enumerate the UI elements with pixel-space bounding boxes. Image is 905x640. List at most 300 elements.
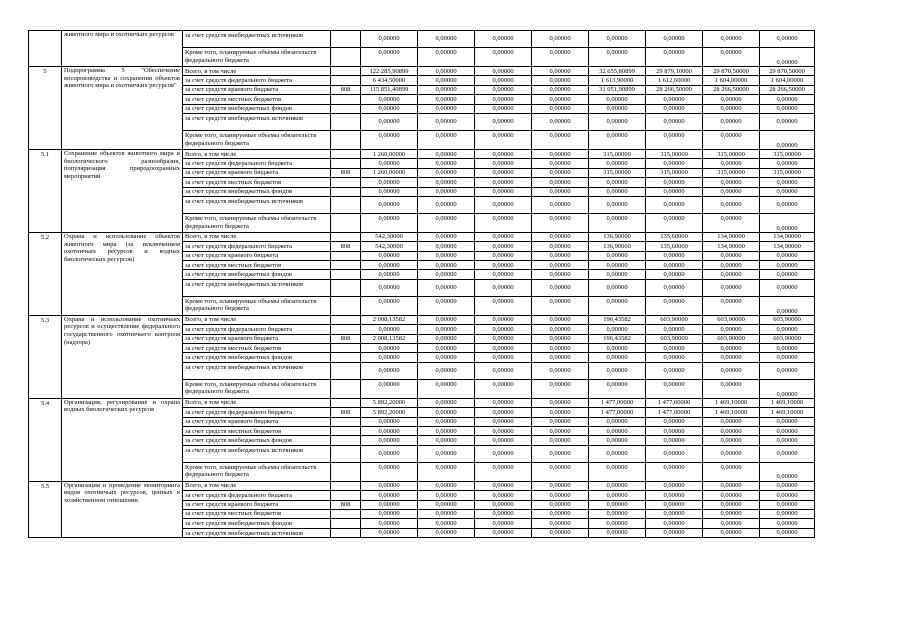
amount-cell: 0,00000: [532, 232, 589, 241]
amount-cell: 0,00000: [703, 95, 760, 104]
amount-cell: 0,00000: [589, 509, 646, 518]
item-name: Подпрограмма 5 "Обеспечение воспроизводства и сохранения объектов животного мира и охотничьих ресурсов": [62, 67, 183, 150]
amount-cell: 0,00000: [361, 113, 418, 130]
amount-cell: 0,00000: [532, 344, 589, 353]
budget-code: [331, 426, 361, 435]
amount-cell: 0,00000: [589, 113, 646, 130]
amount-cell: 1 477,00000: [589, 398, 646, 407]
amount-cell: 2 008,13582: [361, 334, 418, 343]
amount-cell: 0,00000: [760, 31, 815, 48]
amount-cell: 1 477,00000: [589, 408, 646, 417]
funding-source-label: за счет средств краевого бюджета: [183, 500, 331, 509]
amount-cell: 0,00000: [760, 528, 815, 537]
amount-cell: 0,00000: [760, 130, 815, 149]
budget-code: [331, 31, 361, 48]
amount-cell: 0,00000: [418, 149, 475, 158]
amount-cell: 0,00000: [589, 196, 646, 213]
item-name: Сохранение объектов животного мира и биологического разнообразия, популяризация природоохранных мероприятий: [62, 149, 183, 232]
amount-cell: 315,00000: [760, 168, 815, 177]
amount-cell: 315,00000: [703, 168, 760, 177]
budget-code: 808: [331, 85, 361, 94]
funding-source-label: Кроме того, планируемые объемы обязательств федерального бюджета: [183, 296, 331, 315]
funding-source-label: за счет средств внебюджетных источников: [183, 196, 331, 213]
amount-cell: 0,00000: [361, 130, 418, 149]
funding-source-label: за счет средств краевого бюджета: [183, 334, 331, 343]
budget-code: [331, 296, 361, 315]
funding-source-label: Всего, в том числе: [183, 315, 331, 324]
amount-cell: 0,00000: [646, 178, 703, 187]
amount-cell: 0,00000: [703, 344, 760, 353]
amount-cell: 0,00000: [532, 379, 589, 398]
amount-cell: 0,00000: [703, 462, 760, 481]
amount-cell: 603,90000: [646, 315, 703, 324]
funding-source-label: Кроме того, планируемые объемы обязательств федерального бюджета: [183, 130, 331, 149]
budget-code: [331, 344, 361, 353]
amount-cell: 0,00000: [760, 491, 815, 500]
funding-source-label: за счет средств внебюджетных источников: [183, 31, 331, 48]
amount-cell: 0,00000: [703, 325, 760, 334]
amount-cell: 0,00000: [475, 344, 532, 353]
amount-cell: 0,00000: [475, 95, 532, 104]
amount-cell: 0,00000: [475, 528, 532, 537]
funding-source-label: за счет средств внебюджетных фондов: [183, 187, 331, 196]
funding-source-label: Кроме того, планируемые объемы обязательств федерального бюджета: [183, 48, 331, 67]
funding-source-label: за счет средств внебюджетных фондов: [183, 519, 331, 528]
amount-cell: 0,00000: [646, 130, 703, 149]
amount-cell: 136,90000: [589, 242, 646, 251]
amount-cell: 0,00000: [532, 85, 589, 94]
amount-cell: 0,00000: [589, 325, 646, 334]
amount-cell: 0,00000: [703, 270, 760, 279]
amount-cell: 0,00000: [475, 436, 532, 445]
amount-cell: 0,00000: [589, 462, 646, 481]
amount-cell: 0,00000: [703, 445, 760, 462]
amount-cell: 0,00000: [646, 48, 703, 67]
amount-cell: 0,00000: [361, 296, 418, 315]
amount-cell: 0,00000: [475, 353, 532, 362]
amount-cell: 0,00000: [760, 426, 815, 435]
amount-cell: 0,00000: [361, 509, 418, 518]
amount-cell: 542,30000: [361, 242, 418, 251]
item-number: 5.5: [29, 481, 62, 537]
item-number: 5.2: [29, 232, 62, 315]
amount-cell: 0,00000: [646, 261, 703, 270]
amount-cell: 32 655,80899: [589, 67, 646, 76]
budget-code: [331, 379, 361, 398]
amount-cell: 0,00000: [475, 31, 532, 48]
amount-cell: 0,00000: [589, 130, 646, 149]
amount-cell: 0,00000: [646, 362, 703, 379]
amount-cell: 315,00000: [589, 168, 646, 177]
amount-cell: 0,00000: [703, 130, 760, 149]
amount-cell: 0,00000: [589, 261, 646, 270]
amount-cell: 0,00000: [532, 48, 589, 67]
amount-cell: 0,00000: [475, 213, 532, 232]
amount-cell: 0,00000: [760, 417, 815, 426]
amount-cell: 31 051,90899: [589, 85, 646, 94]
amount-cell: 0,00000: [475, 315, 532, 324]
budget-code: [331, 445, 361, 462]
amount-cell: 0,00000: [589, 353, 646, 362]
amount-cell: 0,00000: [760, 519, 815, 528]
amount-cell: 0,00000: [361, 362, 418, 379]
amount-cell: 0,00000: [361, 417, 418, 426]
amount-cell: 0,00000: [703, 417, 760, 426]
amount-cell: 0,00000: [703, 491, 760, 500]
amount-cell: 0,00000: [760, 95, 815, 104]
amount-cell: 0,00000: [703, 379, 760, 398]
amount-cell: 0,00000: [418, 113, 475, 130]
amount-cell: 1 477,00000: [646, 398, 703, 407]
amount-cell: 0,00000: [703, 251, 760, 260]
amount-cell: 0,00000: [418, 168, 475, 177]
amount-cell: 0,00000: [589, 296, 646, 315]
budget-code: [331, 251, 361, 260]
amount-cell: 0,00000: [703, 426, 760, 435]
amount-cell: 0,00000: [532, 149, 589, 158]
amount-cell: 2 008,13582: [361, 315, 418, 324]
budget-code: 808: [331, 242, 361, 251]
amount-cell: 136,90000: [589, 232, 646, 241]
amount-cell: 0,00000: [646, 213, 703, 232]
budget-code: [331, 462, 361, 481]
budget-code: [331, 187, 361, 196]
budget-code: [331, 232, 361, 241]
funding-source-label: Кроме того, планируемые объемы обязательств федерального бюджета: [183, 213, 331, 232]
amount-cell: 0,00000: [475, 67, 532, 76]
amount-cell: 0,00000: [589, 519, 646, 528]
amount-cell: 0,00000: [418, 296, 475, 315]
amount-cell: 1 613,90000: [589, 76, 646, 85]
budget-code: [331, 95, 361, 104]
amount-cell: 0,00000: [475, 445, 532, 462]
amount-cell: 0,00000: [418, 436, 475, 445]
amount-cell: 315,00000: [589, 149, 646, 158]
budget-code: 808: [331, 168, 361, 177]
amount-cell: 0,00000: [475, 519, 532, 528]
amount-cell: 196,43582: [589, 315, 646, 324]
amount-cell: 0,00000: [589, 417, 646, 426]
budget-code: [331, 48, 361, 67]
item-number: 5: [29, 67, 62, 150]
amount-cell: 0,00000: [475, 398, 532, 407]
amount-cell: 0,00000: [703, 353, 760, 362]
amount-cell: 0,00000: [418, 417, 475, 426]
amount-cell: 0,00000: [532, 251, 589, 260]
amount-cell: 0,00000: [532, 362, 589, 379]
table-row: [29, 315, 879, 324]
amount-cell: 0,00000: [418, 379, 475, 398]
budget-code: [331, 113, 361, 130]
amount-cell: 0,00000: [646, 491, 703, 500]
amount-cell: 0,00000: [646, 436, 703, 445]
funding-source-label: за счет средств местных бюджетов: [183, 95, 331, 104]
funding-source-label: Всего, в том числе: [183, 149, 331, 158]
amount-cell: 0,00000: [760, 436, 815, 445]
amount-cell: 0,00000: [475, 251, 532, 260]
amount-cell: 0,00000: [589, 31, 646, 48]
amount-cell: 0,00000: [418, 500, 475, 509]
amount-cell: 603,90000: [703, 315, 760, 324]
amount-cell: 0,00000: [532, 491, 589, 500]
amount-cell: 0,00000: [418, 315, 475, 324]
amount-cell: 0,00000: [475, 462, 532, 481]
amount-cell: 0,00000: [361, 31, 418, 48]
amount-cell: 0,00000: [475, 325, 532, 334]
amount-cell: 0,00000: [646, 159, 703, 168]
amount-cell: 0,00000: [361, 353, 418, 362]
budget-code: [331, 196, 361, 213]
amount-cell: 0,00000: [760, 261, 815, 270]
amount-cell: 0,00000: [760, 159, 815, 168]
amount-cell: 0,00000: [475, 509, 532, 518]
amount-cell: 0,00000: [361, 270, 418, 279]
amount-cell: 0,00000: [589, 436, 646, 445]
amount-cell: 196,43582: [589, 334, 646, 343]
amount-cell: 0,00000: [760, 509, 815, 518]
amount-cell: 0,00000: [475, 270, 532, 279]
amount-cell: 0,00000: [646, 113, 703, 130]
amount-cell: 0,00000: [361, 159, 418, 168]
amount-cell: 0,00000: [703, 31, 760, 48]
budget-code: [331, 353, 361, 362]
amount-cell: 0,00000: [760, 362, 815, 379]
amount-cell: 135,60000: [646, 232, 703, 241]
amount-cell: 0,00000: [532, 296, 589, 315]
amount-cell: 28 266,50000: [703, 85, 760, 94]
funding-source-label: Всего, в том числе: [183, 67, 331, 76]
amount-cell: 0,00000: [589, 500, 646, 509]
amount-cell: 0,00000: [760, 279, 815, 296]
amount-cell: 0,00000: [418, 261, 475, 270]
amount-cell: 0,00000: [760, 113, 815, 130]
amount-cell: 0,00000: [475, 491, 532, 500]
amount-cell: 0,00000: [532, 31, 589, 48]
amount-cell: 0,00000: [646, 426, 703, 435]
budget-code: [331, 315, 361, 324]
budget-code: 808: [331, 408, 361, 417]
funding-source-label: Всего, в том числе: [183, 398, 331, 407]
item-number: [29, 31, 62, 67]
amount-cell: 134,90000: [703, 242, 760, 251]
amount-cell: 29 879,10000: [646, 67, 703, 76]
amount-cell: 0,00000: [703, 296, 760, 315]
amount-cell: 0,00000: [532, 104, 589, 113]
amount-cell: 0,00000: [646, 509, 703, 518]
amount-cell: 0,00000: [532, 242, 589, 251]
budget-code: [331, 261, 361, 270]
amount-cell: 0,00000: [361, 462, 418, 481]
amount-cell: 0,00000: [418, 426, 475, 435]
budget-code: [331, 130, 361, 149]
amount-cell: 0,00000: [475, 149, 532, 158]
amount-cell: 5 892,20000: [361, 408, 418, 417]
amount-cell: 0,00000: [760, 462, 815, 481]
amount-cell: 0,00000: [475, 334, 532, 343]
amount-cell: 0,00000: [703, 436, 760, 445]
amount-cell: 0,00000: [589, 187, 646, 196]
amount-cell: 0,00000: [646, 417, 703, 426]
amount-cell: 0,00000: [532, 187, 589, 196]
funding-source-label: за счет средств федерального бюджета: [183, 242, 331, 251]
budget-code: [331, 67, 361, 76]
amount-cell: 315,00000: [646, 149, 703, 158]
amount-cell: 0,00000: [703, 113, 760, 130]
amount-cell: 0,00000: [703, 509, 760, 518]
funding-source-label: за счет средств краевого бюджета: [183, 168, 331, 177]
amount-cell: 0,00000: [760, 445, 815, 462]
amount-cell: 0,00000: [361, 261, 418, 270]
budget-code: 808: [331, 334, 361, 343]
amount-cell: 0,00000: [418, 159, 475, 168]
amount-cell: 0,00000: [418, 76, 475, 85]
amount-cell: 0,00000: [475, 426, 532, 435]
amount-cell: 0,00000: [703, 528, 760, 537]
amount-cell: 0,00000: [361, 104, 418, 113]
amount-cell: 0,00000: [760, 353, 815, 362]
amount-cell: 0,00000: [361, 95, 418, 104]
amount-cell: 0,00000: [703, 187, 760, 196]
amount-cell: 28 266,50000: [646, 85, 703, 94]
amount-cell: 0,00000: [532, 509, 589, 518]
amount-cell: 0,00000: [418, 67, 475, 76]
budget-code: [331, 178, 361, 187]
amount-cell: 0,00000: [532, 270, 589, 279]
amount-cell: 135,60000: [646, 242, 703, 251]
amount-cell: 0,00000: [418, 48, 475, 67]
budget-code: [331, 519, 361, 528]
amount-cell: 0,00000: [760, 104, 815, 113]
amount-cell: 0,00000: [532, 113, 589, 130]
amount-cell: 0,00000: [418, 104, 475, 113]
item-name: Организация, регулирование и охрана водных биологических ресурсов: [62, 398, 183, 481]
amount-cell: 1 612,60000: [646, 76, 703, 85]
amount-cell: 0,00000: [418, 344, 475, 353]
amount-cell: 0,00000: [418, 213, 475, 232]
funding-source-label: за счет средств внебюджетных источников: [183, 362, 331, 379]
budget-code: [331, 76, 361, 85]
item-number: 5.4: [29, 398, 62, 481]
budget-code: [331, 159, 361, 168]
amount-cell: 5 892,20000: [361, 398, 418, 407]
amount-cell: 1 604,00000: [703, 76, 760, 85]
amount-cell: 0,00000: [418, 528, 475, 537]
amount-cell: 29 870,50000: [760, 67, 815, 76]
amount-cell: 0,00000: [475, 296, 532, 315]
amount-cell: 0,00000: [475, 196, 532, 213]
amount-cell: 0,00000: [532, 178, 589, 187]
amount-cell: 0,00000: [589, 362, 646, 379]
amount-cell: 0,00000: [646, 196, 703, 213]
amount-cell: 0,00000: [475, 261, 532, 270]
funding-source-label: Кроме того, планируемые объемы обязательств федерального бюджета: [183, 379, 331, 398]
amount-cell: 0,00000: [646, 95, 703, 104]
amount-cell: 0,00000: [589, 445, 646, 462]
amount-cell: 0,00000: [589, 48, 646, 67]
amount-cell: 0,00000: [703, 279, 760, 296]
amount-cell: 0,00000: [361, 279, 418, 296]
amount-cell: 0,00000: [475, 48, 532, 67]
amount-cell: 0,00000: [532, 315, 589, 324]
amount-cell: 0,00000: [589, 159, 646, 168]
budget-code: 808: [331, 500, 361, 509]
amount-cell: 315,00000: [646, 168, 703, 177]
amount-cell: 0,00000: [532, 481, 589, 490]
budget-code: [331, 398, 361, 407]
funding-source-label: за счет средств внебюджетных фондов: [183, 104, 331, 113]
amount-cell: 0,00000: [646, 344, 703, 353]
amount-cell: 0,00000: [703, 48, 760, 67]
amount-cell: 0,00000: [646, 104, 703, 113]
amount-cell: 0,00000: [361, 325, 418, 334]
budget-code: [331, 436, 361, 445]
amount-cell: 0,00000: [532, 168, 589, 177]
amount-cell: 0,00000: [589, 426, 646, 435]
amount-cell: 0,00000: [532, 417, 589, 426]
amount-cell: 0,00000: [475, 500, 532, 509]
item-name: животного мира и охотничьих ресурсов: [62, 31, 183, 67]
amount-cell: 0,00000: [418, 398, 475, 407]
amount-cell: 0,00000: [532, 334, 589, 343]
amount-cell: 0,00000: [475, 113, 532, 130]
amount-cell: 1 604,00000: [760, 76, 815, 85]
table-row: [29, 481, 879, 490]
budget-code: [331, 362, 361, 379]
funding-source-label: Всего, в том числе: [183, 481, 331, 490]
funding-source-label: за счет средств местных бюджетов: [183, 178, 331, 187]
amount-cell: 0,00000: [532, 159, 589, 168]
item-name: Охрана и использование охотничьих ресурсов и осуществление федерального государственного охотничьего контроля (надзора): [62, 315, 183, 398]
amount-cell: 0,00000: [418, 509, 475, 518]
amount-cell: 0,00000: [760, 251, 815, 260]
amount-cell: 0,00000: [361, 436, 418, 445]
budget-table-body: [29, 31, 879, 538]
amount-cell: 0,00000: [361, 187, 418, 196]
funding-source-label: за счет средств федерального бюджета: [183, 408, 331, 417]
budget-code: [331, 509, 361, 518]
amount-cell: 0,00000: [475, 130, 532, 149]
amount-cell: 0,00000: [418, 491, 475, 500]
item-number: 5.1: [29, 149, 62, 232]
amount-cell: 0,00000: [589, 344, 646, 353]
amount-cell: 603,90000: [703, 334, 760, 343]
amount-cell: 0,00000: [532, 325, 589, 334]
funding-source-label: Всего, в том числе: [183, 232, 331, 241]
amount-cell: 0,00000: [703, 362, 760, 379]
amount-cell: 0,00000: [361, 48, 418, 67]
amount-cell: 6 434,50000: [361, 76, 418, 85]
funding-source-label: за счет средств местных бюджетов: [183, 344, 331, 353]
funding-source-label: за счет средств федерального бюджета: [183, 159, 331, 168]
amount-cell: 0,00000: [532, 353, 589, 362]
amount-cell: 0,00000: [589, 528, 646, 537]
amount-cell: 0,00000: [760, 196, 815, 213]
amount-cell: 0,00000: [475, 279, 532, 296]
amount-cell: 0,00000: [475, 242, 532, 251]
amount-cell: 0,00000: [361, 481, 418, 490]
amount-cell: 0,00000: [475, 362, 532, 379]
amount-cell: 0,00000: [703, 178, 760, 187]
amount-cell: 122 285,90899: [361, 67, 418, 76]
amount-cell: 542,30000: [361, 232, 418, 241]
amount-cell: 0,00000: [646, 528, 703, 537]
amount-cell: 0,00000: [760, 187, 815, 196]
amount-cell: 0,00000: [475, 481, 532, 490]
amount-cell: 0,00000: [418, 85, 475, 94]
amount-cell: 603,90000: [646, 334, 703, 343]
amount-cell: 0,00000: [703, 519, 760, 528]
amount-cell: 0,00000: [532, 445, 589, 462]
